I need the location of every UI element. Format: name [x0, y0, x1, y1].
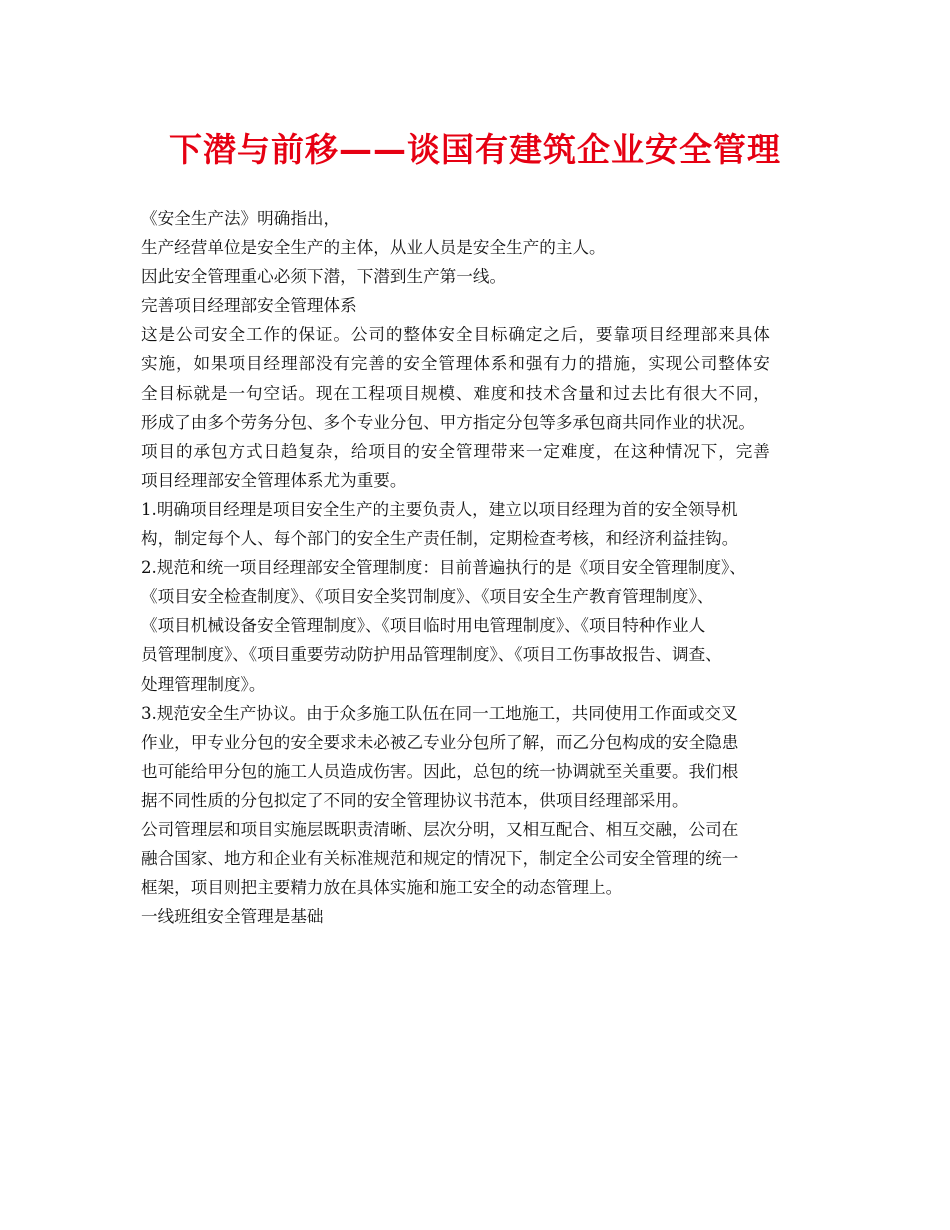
list-item-1-line-1: 1.明确项目经理是项目安全生产的主要负责人，建立以项目经理为首的安全领导机	[141, 499, 738, 519]
body-line-10: 项目经理部安全管理体系尤为重要。	[141, 470, 407, 490]
body-line-2: 生产经营单位是安全生产的主体，从业人员是安全生产的主人。	[141, 238, 606, 258]
list-item-3-line-4: 据不同性质的分包拟定了不同的安全管理协议书范本，供项目经理部采用。	[141, 790, 689, 810]
body-line-8: 形成了由多个劳务分包、多个专业分包、甲方指定分包等多承包商共同作业的状况。	[141, 412, 755, 432]
body-line-6: 实施，如果项目经理部没有完善的安全管理体系和强有力的措施，实现公司整体安	[141, 354, 771, 374]
list-item-1-line-2: 构，制定每个人、每个部门的安全生产责任制，定期检查考核，和经济利益挂钩。	[141, 529, 739, 549]
list-item-2-line-5: 处理管理制度》。	[141, 674, 266, 694]
list-item-2-line-1: 2.规范和统一项目经理部安全管理制度：目前普遍执行的是《项目安全管理制度》、	[141, 558, 746, 578]
body-line-1: 《安全生产法》明确指出，	[141, 209, 341, 228]
body-line-7: 全目标就是一句空话。现在工程项目规模、难度和技术含量和过去比有很大不同，	[141, 383, 771, 403]
list-item-2-line-3: 《项目机械设备安全管理制度》、《项目临时用电管理制度》、《项目特种作业人	[141, 616, 706, 636]
list-item-2-line-2: 《项目安全检查制度》、《项目安全奖罚制度》、《项目安全生产教育管理制度》、	[141, 587, 714, 607]
body-line-24: 框架，项目则把主要精力放在具体实施和施工安全的动态管理上。	[141, 878, 623, 898]
section-heading-team-safety: 一线班组安全管理是基础	[141, 907, 324, 927]
section-heading-project-system: 完善项目经理部安全管理体系	[141, 296, 357, 316]
list-item-3-line-2: 作业，甲专业分包的安全要求未必被乙专业分包所了解，而乙分包构成的安全隐患	[141, 732, 739, 752]
list-item-3-line-3: 也可能给甲分包的施工人员造成伤害。因此，总包的统一协调就至关重要。我们根	[141, 761, 739, 781]
document-title: 下潜与前移——谈国有建筑企业安全管理	[169, 130, 781, 169]
document-body	[141, 204, 816, 931]
body-line-3: 因此安全管理重心必须下潜，下潜到生产第一线。	[141, 267, 507, 287]
body-line-9: 项目的承包方式日趋复杂，给项目的安全管理带来一定难度，在这种情况下，完善	[141, 441, 771, 461]
body-line-22: 公司管理层和项目实施层既职责清晰、层次分明，又相互配合、相互交融，公司在	[141, 819, 739, 839]
list-item-3-line-1: 3.规范安全生产协议。由于众多施工队伍在同一工地施工，共同使用工作面或交叉	[141, 703, 738, 723]
list-item-2-line-4: 员管理制度》、《项目重要劳动防护用品管理制度》、《项目工伤事故报告、调查、	[141, 645, 722, 665]
body-line-5: 这是公司安全工作的保证。公司的整体安全目标确定之后，要靠项目经理部来具体	[141, 325, 771, 345]
body-line-23: 融合国家、地方和企业有关标准规范和规定的情况下，制定全公司安全管理的统一	[141, 849, 739, 869]
